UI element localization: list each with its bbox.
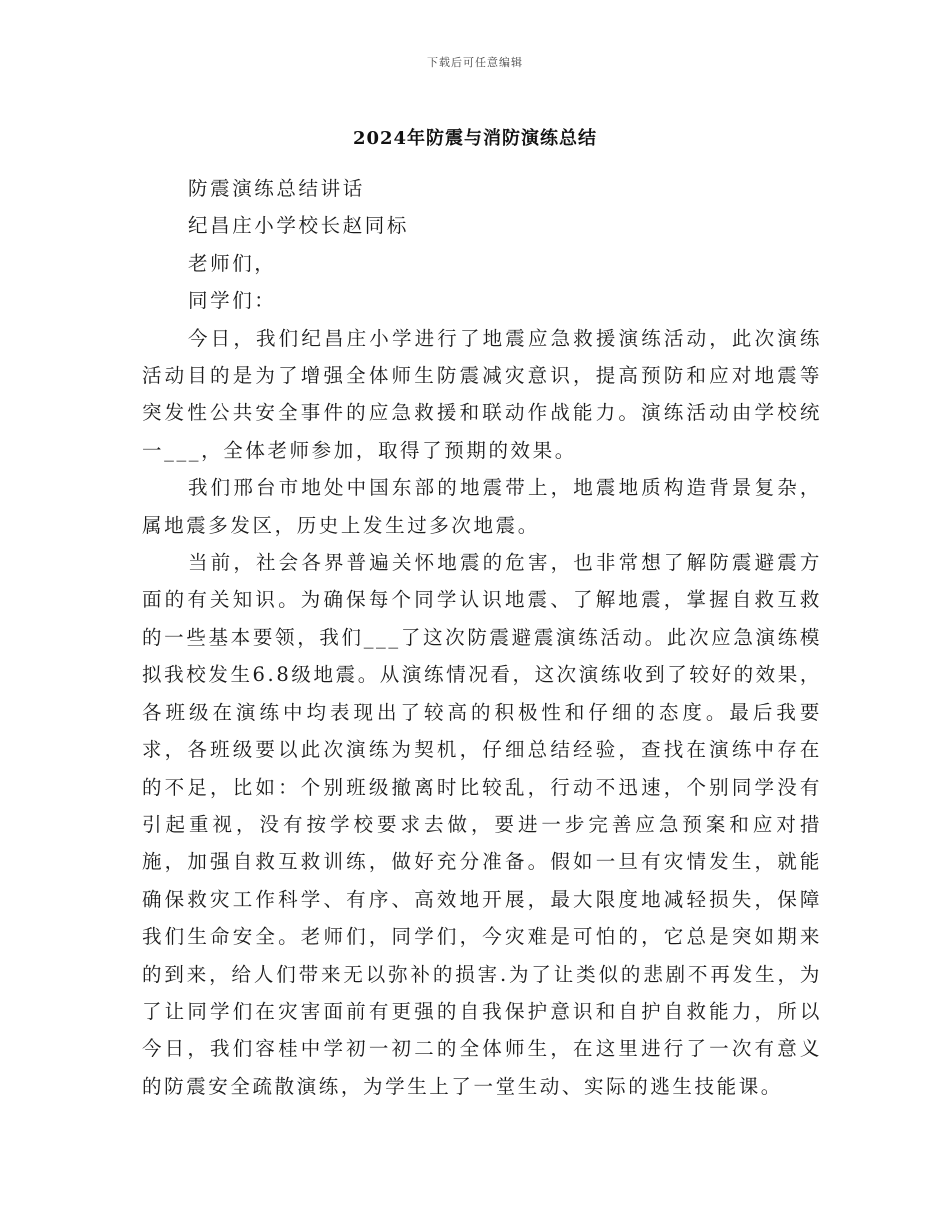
paragraph-location: 我们邢台市地处中国东部的地震带上，地震地质构造背景复杂，属地震多发区，历史上发生过多次地震。 [142,476,822,537]
page-title: 2024年防震与消防演练总结 [352,128,598,149]
speaker-line: 纪昌庄小学校长赵同标 [188,214,410,238]
paragraph-summary: 当前，社会各界普遍关怀地震的危害，也非常想了解防震避震方面的有关知识。为确保每个同学认识地震、了解地震，掌握自救互救的一些基本要领，我们___了这次防震避震演练活动。此次应急演练模拟我校发生6.8级地震。从演练情况看，这次演练收到了较好的效果，各班级在演练中均表现出了较高的积极性和仔细的态度。最后我要求，各班级要以此次演练为契机，仔细总结经验，查找在演练中存在的不足，比如：个别班级撤离时比较乱，行动不迅速，个别同学没有引起重视，没有按学校要求去做，要进一步完善应急预案和应对措施，加强自救互救训练，做好充分准备。假如一旦有灾情发生，就能确保救灾工作科学、有序、高效地开展，最大限度地减轻损失，保障我们生命安全。老师们，同学们，今灾难是可怕的，它总是突如期来的到来，给人们带来无以弥补的损害.为了让类似的悲剧不再发生，为了让同学们在灾害面前有更强的自我保护意识和自护自救能力，所以今日，我们容桂中学初一初二的全体师生，在这里进行了一次有意义的防震安全疏散演练，为学生上了一堂生动、实际的逃生技能课。 [142,551,822,1098]
document-body [142,170,822,1105]
greeting-teachers: 老师们， [188,251,277,275]
paragraph-intro: 今日，我们纪昌庄小学进行了地震应急救援演练活动，此次演练活动目的是为了增强全体师生防震减灾意识，提高预防和应对地震等突发性公共安全事件的应急救援和联动作战能力。演练活动由学校统一___，全体老师参加，取得了预期的效果。 [142,326,822,462]
header-note: 下载后可任意编辑 [427,56,523,69]
greeting-students: 同学们： [188,289,277,313]
speech-subtitle: 防震演练总结讲话 [188,177,365,200]
